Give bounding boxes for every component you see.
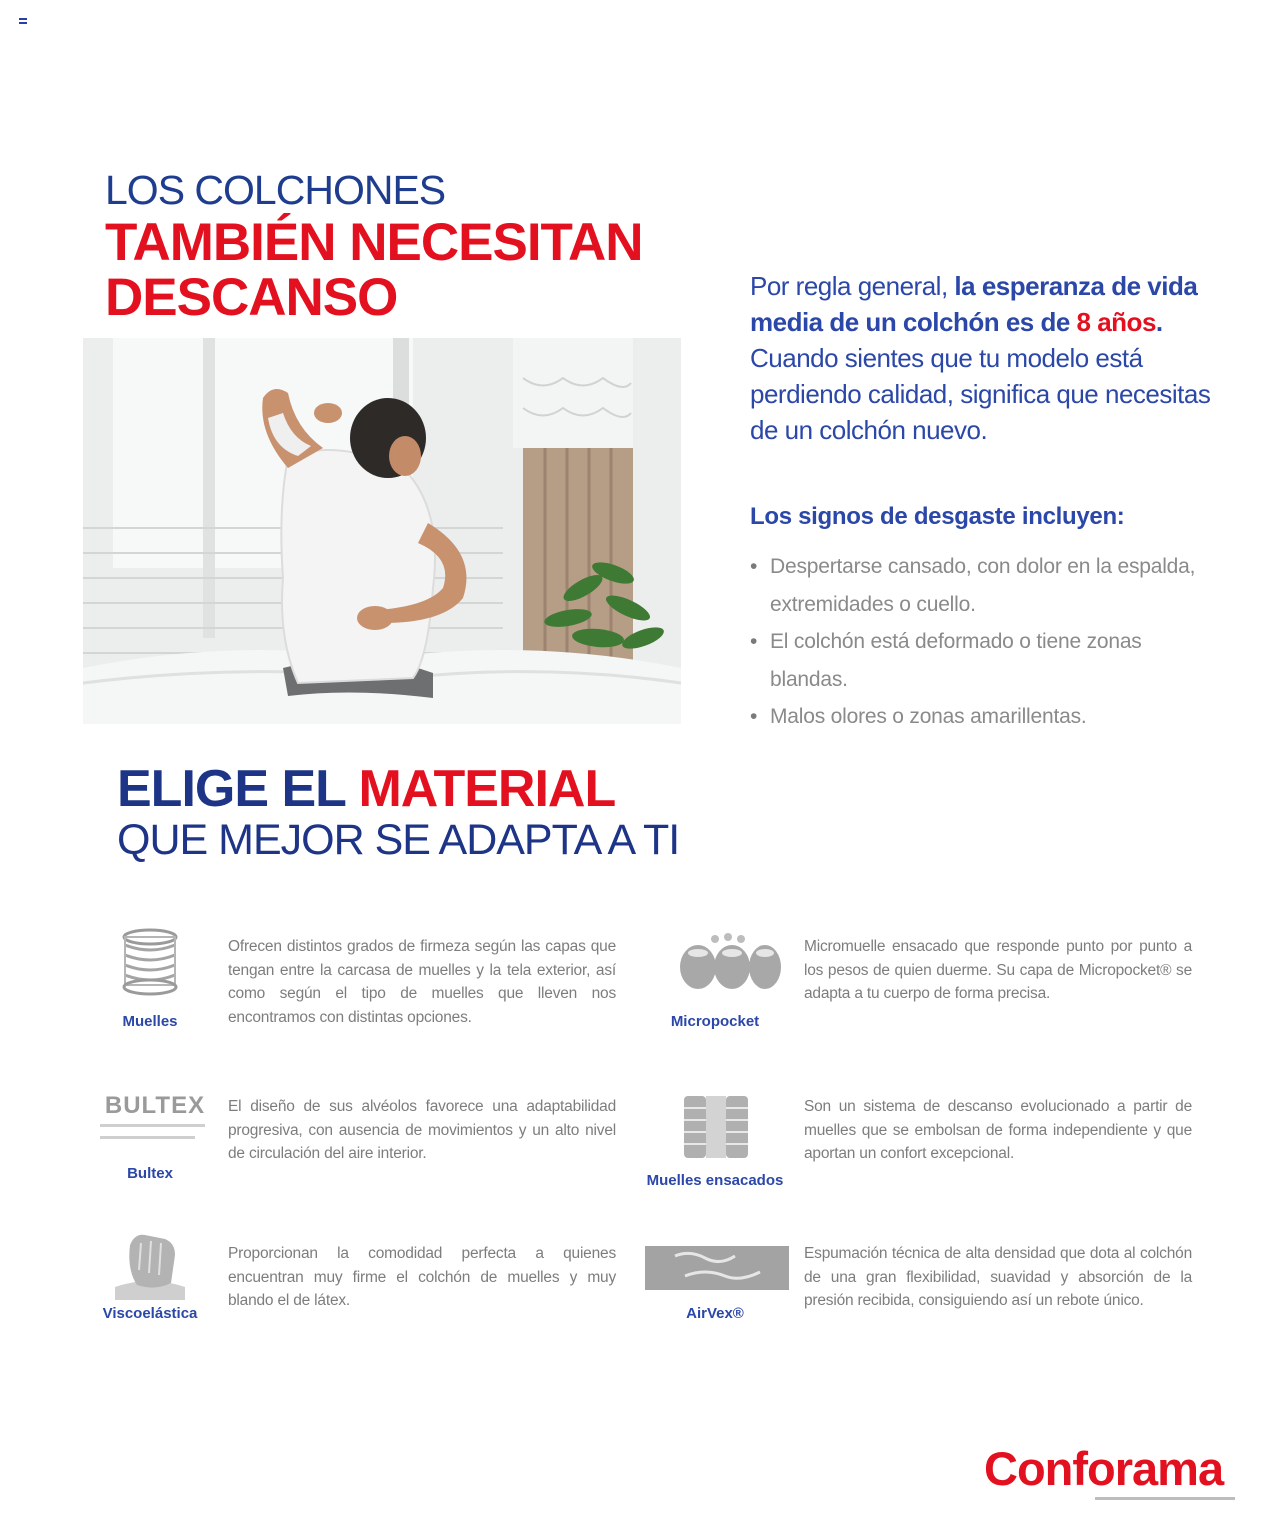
hero-photo (83, 338, 681, 724)
material-description: Ofrecen distintos grados de firmeza según las capas que tengan entre la carcasa de muelles y la tela exterior, así como según el tipo de muelles que lleven nos encontramos con distintas opciones. (228, 938, 616, 1026)
material-viscoelastica (75, 1225, 620, 1335)
micropocket-springs-icon (640, 925, 790, 1015)
material-name: Muelles (122, 1013, 178, 1030)
conforama-logo[interactable]: Conforama (984, 1442, 1224, 1495)
material-name: Bultex (127, 1165, 173, 1182)
heading-line-2: TAMBIÉN NECESITAN (105, 213, 643, 272)
heading-line-1: LOS COLCHONES (105, 167, 446, 213)
signs-list-item: • El colchón está deformado o tiene zonas blandas. (750, 623, 1220, 698)
intro-bold: la esperanza de vida media de un colchón es de (750, 271, 1198, 337)
material-airvex (640, 1225, 1195, 1335)
logo-tagline-line (1095, 1497, 1235, 1500)
pocket-springs-icon (640, 1090, 790, 1180)
material-description: El diseño de sus alvéolos favorece una adaptabilidad progresiva, con ausencia de movimientos y un alto nivel de circulación del aire interior. (228, 1098, 616, 1162)
spring-coil-icon (75, 925, 225, 1015)
material-description: Proporcionan la comodidad perfecta a quienes encuentran muy firme el colchón de muelles y muy blando el de látex. (228, 1245, 616, 1309)
intro-text-start: Por regla general, (750, 271, 955, 301)
signs-list-item: • Despertarse cansado, con dolor en la espalda, extremidades o cuello. (750, 548, 1220, 623)
section2-subtitle: QUE MEJOR SE ADAPTA A TI (117, 816, 680, 864)
material-muelles (75, 925, 620, 1055)
section2-title-blue: ELIGE EL (117, 760, 359, 818)
man-back-pain-illustration (83, 338, 681, 724)
material-name: AirVex® (686, 1305, 744, 1322)
intro-highlight-years: 8 años (1076, 307, 1156, 337)
material-name: Muelles ensacados (646, 1172, 784, 1189)
signs-list (750, 548, 1220, 736)
section2-title (117, 760, 615, 818)
heading-line-3: DESCANSO (105, 268, 398, 327)
signs-title: Los signos de desgaste incluyen: (750, 503, 1125, 530)
material-muelles-ensacados (640, 1090, 1195, 1210)
bultex-logo-text: BULTEX (104, 1092, 206, 1119)
intro-text-rest: Cuando sientes que tu modelo está perdiendo calidad, significa que necesitas de un colchón nuevo. (750, 343, 1211, 445)
material-description: Son un sistema de descanso evolucionado a partir de muelles que se embolsan de forma independiente y que aportan un confort excepcional. (804, 1098, 1192, 1162)
material-name: Viscoelástica (102, 1305, 198, 1322)
material-name: Micropocket (670, 1013, 760, 1030)
hand-press-icon (75, 1225, 225, 1315)
airvex-logo-icon (640, 1225, 790, 1315)
material-description: Micromuelle ensacado que responde punto por punto a los pesos de quien duerme. Su capa de Micropocket® se adapta a tu cuerpo de forma precisa. (804, 938, 1192, 1002)
intro-paragraph (750, 268, 1220, 448)
corner-link-icon[interactable] (19, 18, 27, 24)
section2-title-red: MATERIAL (358, 760, 616, 818)
intro-dot: . (1155, 307, 1163, 337)
material-bultex (75, 1090, 620, 1200)
material-description: Espumación técnica de alta densidad que dota al colchón de una gran flexibilidad, suavidad y absorción de la presión recibida, consiguiendo así un rebote único. (804, 1245, 1192, 1309)
material-micropocket (640, 925, 1195, 1055)
signs-list-item: • Malos olores o zonas amarillentas. (750, 698, 1220, 736)
